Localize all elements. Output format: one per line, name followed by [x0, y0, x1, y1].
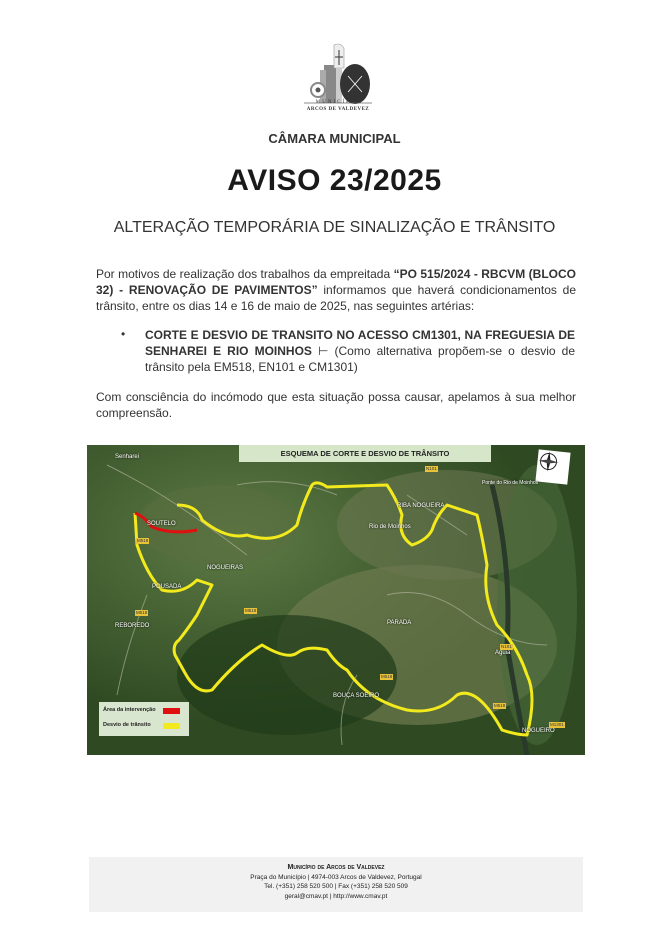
place-label: REBOREDO [115, 623, 150, 629]
intro-paragraph [96, 266, 576, 314]
place-label: Aguiã [495, 650, 511, 656]
legend-detour-label: Desvio de trânsito [103, 722, 151, 728]
road-label: M518 [245, 608, 257, 613]
place-label: Ponte do Rio de Moinhos [482, 480, 539, 486]
place-label: Senharei [115, 454, 140, 460]
closing-paragraph: Com consciência do incómodo que esta situação possa causar, apelamos à sua melhor compreensão. [96, 390, 576, 420]
road-label: M518 [381, 674, 393, 679]
road-label: N101 [501, 644, 512, 649]
legend-intervention-label: Área da intervenção [103, 707, 156, 713]
map-title: ESQUEMA DE CORTE E DESVIO DE TRÂNSITO [239, 445, 491, 462]
legend-red-swatch [163, 708, 180, 714]
footer-address: Praça do Município | 4974-003 Arcos de Valdevez, Portugal [250, 873, 422, 881]
intro-text-end: informamos que haverá condicionamentos de trânsito, entre os dias 14 e 16 de maio de 2025, nas seguintes artérias: [96, 283, 576, 313]
intro-text: Por motivos de realização dos trabalhos da empreitada [96, 267, 394, 281]
place-label: POUSADA [152, 584, 182, 590]
logo-text-arcos: ARCOS DE VALDEVEZ [306, 107, 370, 112]
place-label: NOGUEIRAS [207, 565, 244, 571]
closure-alternative: ⊢ (Como alternativa propõem-se o desvio de trânsito pela EM518, EN101 e CM1301) [145, 344, 575, 374]
page-footer [89, 857, 583, 912]
camara-heading: CÂMARA MUNICIPAL [268, 131, 401, 146]
road-label: M1301 [550, 722, 564, 727]
road-label: M518 [136, 610, 148, 615]
municipality-logo [298, 40, 378, 108]
map-legend [99, 702, 189, 736]
traffic-map [87, 445, 585, 755]
footer-phone: Tel. (+351) 258 520 500 | Fax (+351) 258 520 509 [264, 883, 408, 890]
closure-title: CORTE E DESVIO DE TRANSITO NO ACESSO CM1301, NA FREGUESIA DE SENHAREI E RIO MOINHOS [145, 328, 575, 358]
logo-emblem-icon [298, 40, 378, 108]
place-label: NOGUEIRO [522, 728, 555, 734]
road-label: N101 [426, 466, 437, 471]
page-title: AVISO 23/2025 [227, 164, 442, 197]
place-label: RIBA NOGUEIRA [397, 503, 445, 509]
road-label: M518 [137, 538, 149, 543]
place-label: PARADA [387, 620, 412, 626]
closure-item [145, 327, 575, 375]
legend-yellow-swatch [163, 723, 180, 729]
page-subtitle: ALTERAÇÃO TEMPORÁRIA DE SINALIZAÇÃO E TRÂNSITO [113, 219, 556, 236]
logo-text-municipio: MUNICÍPIO [315, 100, 361, 105]
compass-rose-icon [535, 449, 570, 484]
place-label: Rio de Moinhos [369, 524, 411, 530]
place-label: BOUÇA SOEIRO [333, 693, 380, 699]
place-label: SOUTELO [147, 521, 176, 527]
bullet-icon: • [121, 327, 126, 341]
footer-title: Município de Arcos de Valdevez [287, 864, 385, 871]
road-label: M518 [494, 703, 506, 708]
contract-name: “PO 515/2024 - RBCVM (BLOCO 32) - RENOVAÇÃO DE PAVIMENTOS” [96, 267, 576, 297]
footer-web[interactable]: geral@cmav.pt | http://www.cmav.pt [284, 892, 388, 900]
